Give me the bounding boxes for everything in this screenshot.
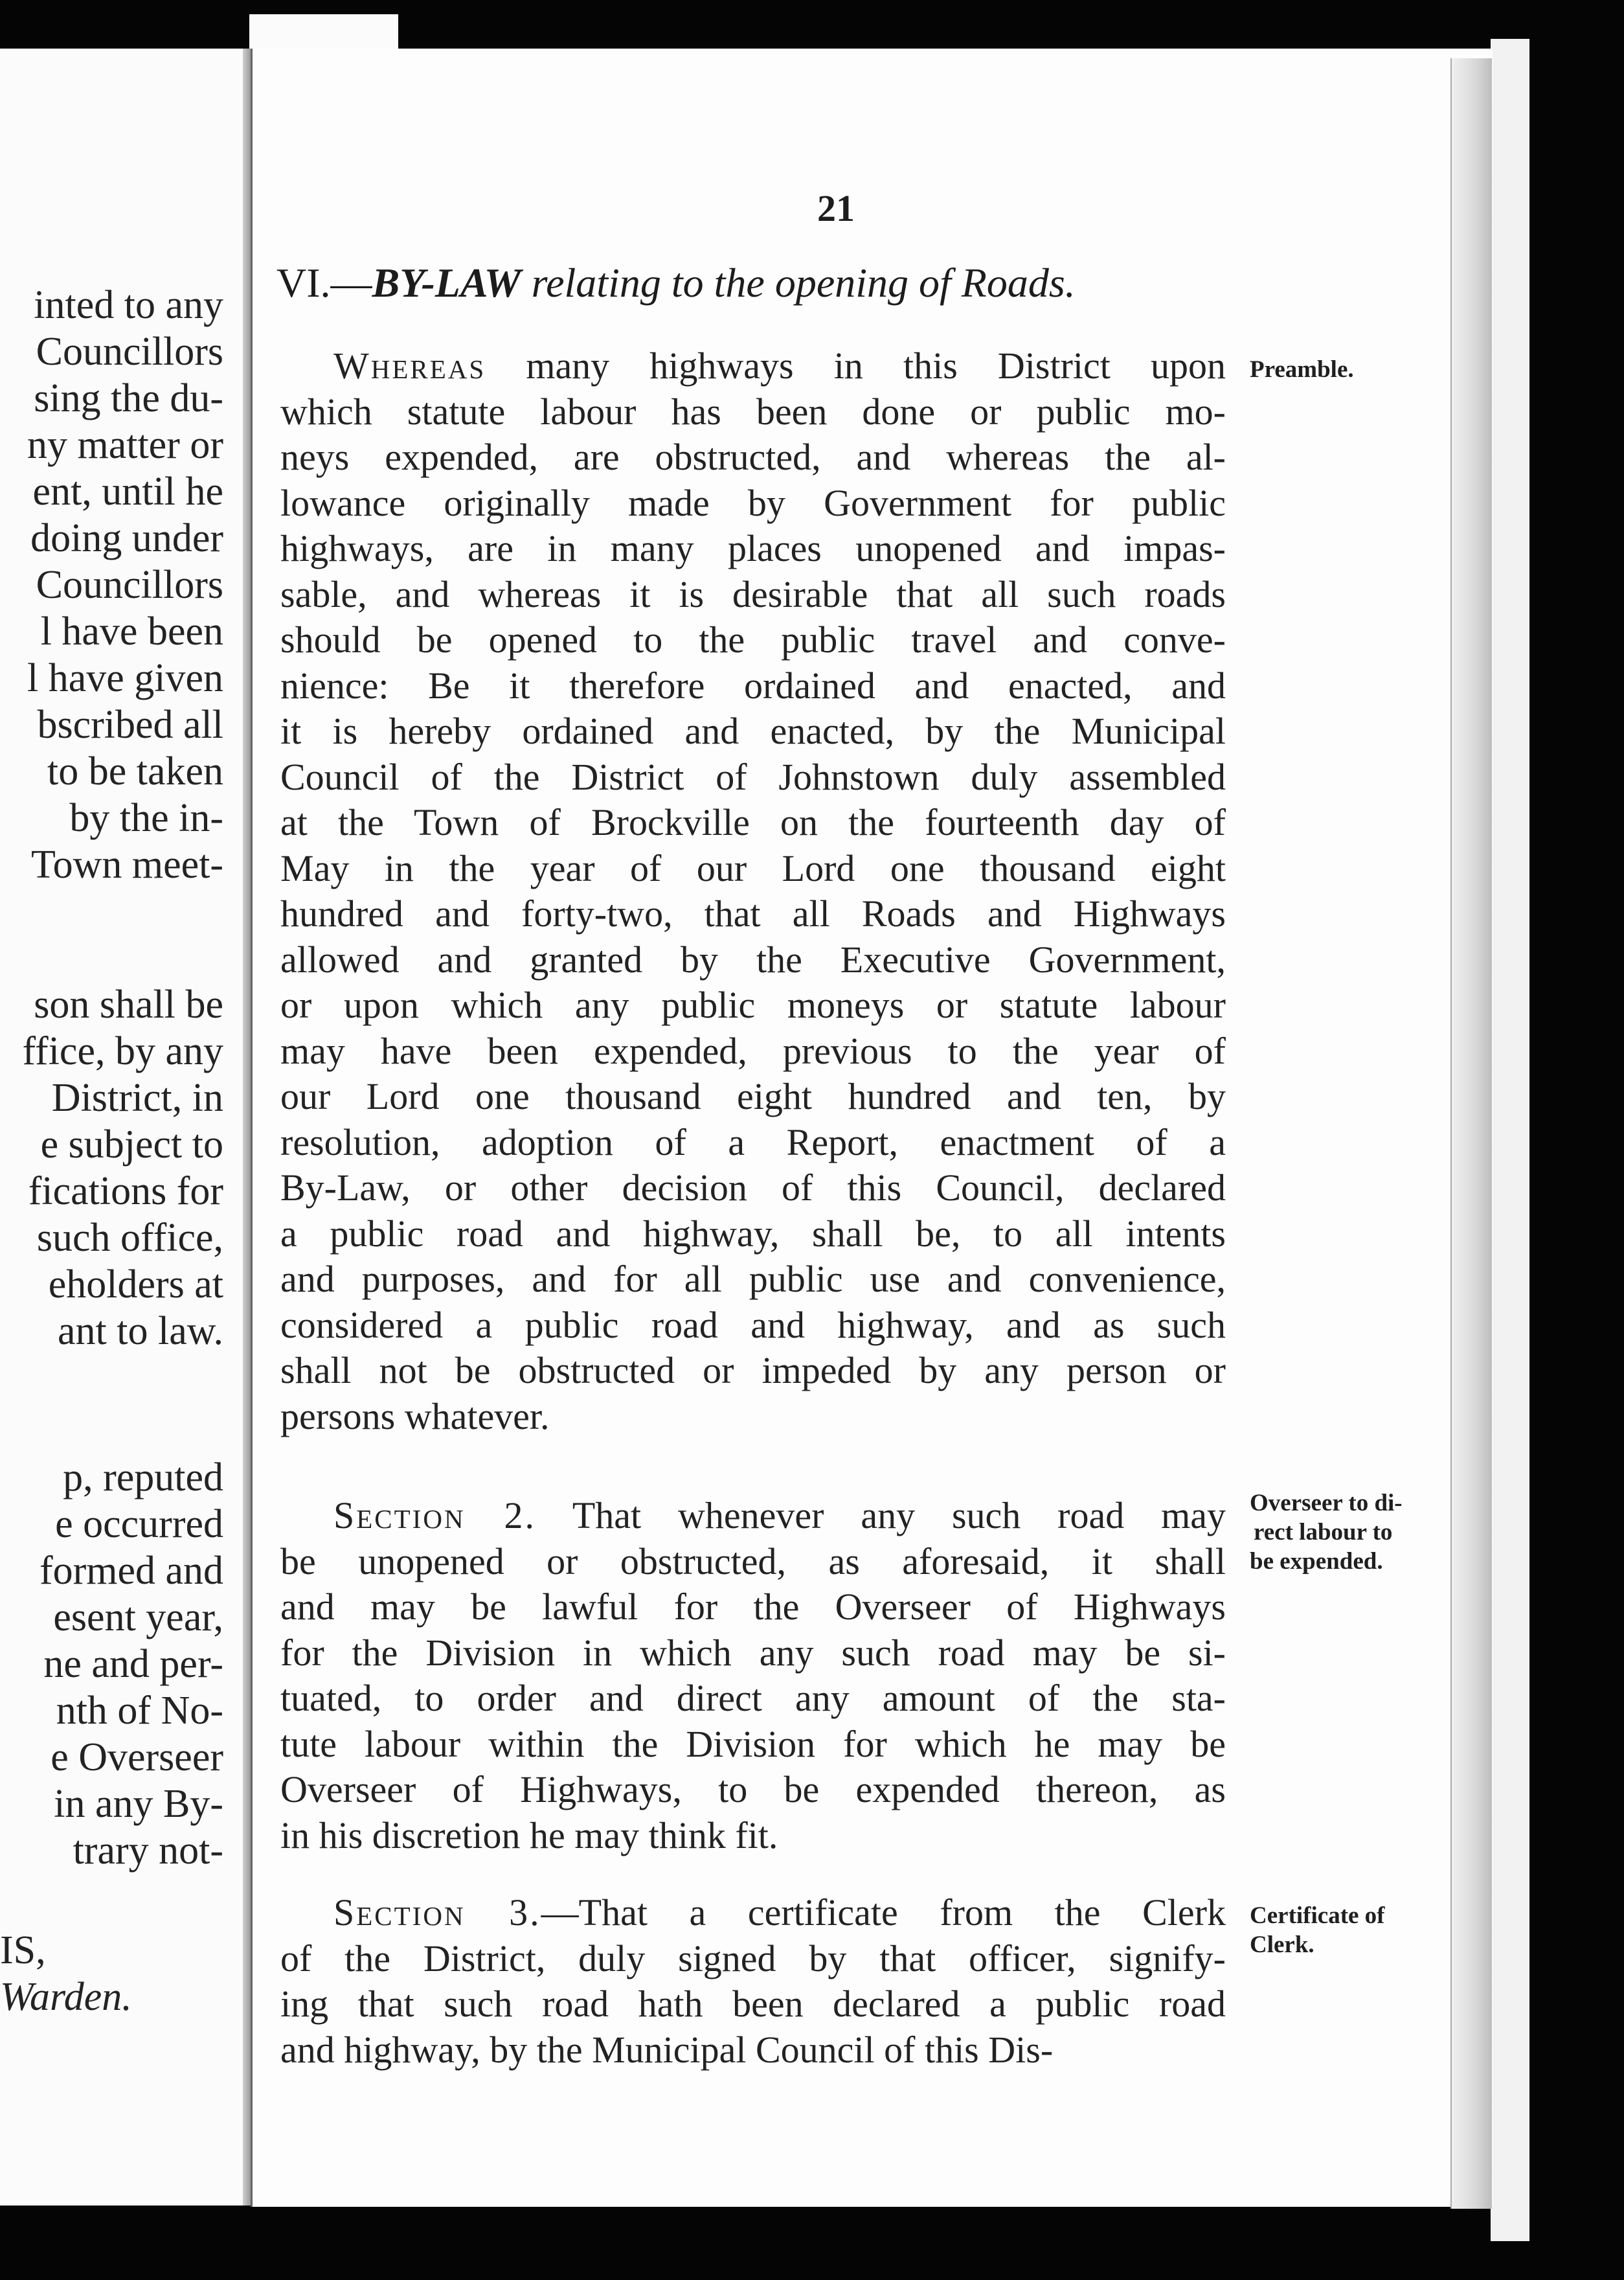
bylaw-title (276, 259, 1076, 307)
text-line: for the Division in which any such road may be si- (280, 1631, 1226, 1674)
left-page-line: such office, (36, 1216, 223, 1260)
left-page-line: District, in (51, 1076, 223, 1120)
left-page-line: inted to any (34, 283, 223, 327)
text-line: in his discretion he may think fit. (280, 1814, 778, 1856)
left-page-signature-line-2: Warden. (0, 1975, 132, 2019)
left-page-line: e Overseer (51, 1735, 223, 1779)
section-2-paragraph (280, 1493, 1226, 1858)
margin-note-line: Preamble. (1250, 356, 1354, 383)
text-line: hundred and forty-two, that all Roads and Highways (280, 893, 1226, 935)
text-line: tute labour within the Division for which he may be (280, 1722, 1226, 1765)
left-page-line: Town meet- (31, 843, 223, 887)
back-page-strip (1491, 39, 1529, 2241)
text-line: of the District, duly signed by that officer, signify- (280, 1937, 1226, 1979)
text-line: be unopened or obstructed, as aforesaid, it shall (280, 1540, 1226, 1582)
left-page-line: in any By- (54, 1782, 223, 1826)
margin-note-line: Clerk. (1250, 1932, 1314, 1958)
text-line: Overseer of Highways, to be expended thereon, as (280, 1768, 1226, 1810)
left-page-line: ne and per- (43, 1642, 223, 1686)
text-line: our Lord one thousand eight hundred and ten, by (280, 1075, 1226, 1117)
text-line: shall not be obstructed or impeded by any person or (280, 1349, 1226, 1391)
left-page-line: sing the du- (34, 376, 223, 420)
left-page-line: eholders at (48, 1262, 223, 1306)
left-page-line: p, reputed (63, 1455, 223, 1499)
left-page-line: nth of No- (56, 1689, 223, 1733)
left-page-line: doing under (30, 516, 223, 560)
left-page-line: e subject to (40, 1123, 223, 1167)
paragraph-text: many highways in this District upon (486, 345, 1226, 387)
margin-note-overseer (1250, 1488, 1403, 1576)
page-number: 21 (817, 187, 855, 229)
left-page-line: e occurred (55, 1502, 223, 1546)
paragraph-text: That whenever any such road may (536, 1494, 1226, 1536)
margin-note-line: Certificate of (1250, 1902, 1385, 1929)
left-page-line: Councillors (36, 563, 223, 607)
left-page-line: son shall be (34, 983, 223, 1027)
left-page-line: ffice, by any (22, 1029, 223, 1073)
paragraph-text: —That a certificate from the Clerk (541, 1891, 1226, 1933)
text-line: it is hereby ordained and enacted, by the Municipal (280, 710, 1226, 752)
bylaw-label: BY-LAW (372, 260, 521, 306)
left-page-line: esent year, (53, 1595, 223, 1639)
text-line (280, 1890, 1226, 1936)
text-line: or upon which any public moneys or statute labour (280, 984, 1226, 1026)
text-line: should be opened to the public travel and conve- (280, 619, 1226, 661)
text-line: May in the year of our Lord one thousand eight (280, 847, 1226, 889)
text-line: and highway, by the Municipal Council of this Dis- (280, 2028, 1054, 2071)
left-page-line: l have been (40, 610, 223, 654)
margin-note-preamble (1250, 355, 1354, 384)
margin-note-line: be expended. (1250, 1548, 1383, 1575)
bylaw-number: VI.— (276, 260, 372, 306)
paragraph-lead: Section 3. (333, 1891, 541, 1933)
text-line: sable, and whereas it is desirable that all such roads (280, 573, 1226, 615)
text-line: ing that such road hath been declared a public road (280, 1983, 1226, 2025)
left-page-line: trary not- (73, 1829, 223, 1873)
left-page-line: ny matter or (27, 423, 223, 467)
text-line (280, 1493, 1226, 1539)
text-line: persons whatever. (280, 1395, 550, 1437)
text-line: may have been expended, previous to the year of (280, 1029, 1226, 1072)
paragraph-lead: Whereas (333, 345, 486, 387)
text-line: and purposes, and for all public use and convenience, (280, 1258, 1226, 1300)
text-line: resolution, adoption of a Report, enactment of a (280, 1121, 1226, 1163)
text-line: neys expended, are obstructed, and whereas the al- (280, 436, 1226, 478)
left-page-line: Councillors (36, 330, 223, 374)
left-page-line: by the in- (69, 796, 223, 840)
text-line: a public road and highway, shall be, to all intents (280, 1212, 1226, 1255)
left-page (0, 49, 243, 2206)
margin-note-certificate (1250, 1901, 1385, 1959)
text-line: lowance originally made by Government for public (280, 481, 1226, 524)
left-page-line: to be taken (47, 749, 223, 793)
margin-note-line: rect labour to (1254, 1519, 1393, 1545)
text-line: allowed and granted by the Executive Government, (280, 938, 1226, 981)
page-edge (1450, 58, 1492, 2209)
text-line: which statute labour has been done or public mo- (280, 390, 1226, 433)
bylaw-subject: relating to the opening of Roads. (521, 260, 1076, 306)
left-page-line: ant to law. (58, 1309, 223, 1353)
preamble-paragraph (280, 343, 1226, 1439)
text-line: By-Law, or other decision of this Council, declared (280, 1167, 1226, 1209)
left-page-line: ent, until he (32, 470, 223, 514)
section-3-paragraph (280, 1890, 1226, 2073)
text-line: and may be lawful for the Overseer of Highways (280, 1586, 1226, 1628)
text-line: tuated, to order and direct any amount of the sta- (280, 1677, 1226, 1719)
left-page-line: fications for (28, 1169, 223, 1213)
text-line: at the Town of Brockville on the fourteenth day of (280, 801, 1226, 843)
text-line: highways, are in many places unopened and impas- (280, 527, 1226, 569)
text-line (280, 343, 1226, 389)
text-line: nience: Be it therefore ordained and enacted, and (280, 664, 1226, 707)
left-page-line: bscribed all (37, 703, 223, 747)
left-page-line: formed and (39, 1549, 223, 1593)
left-page-signature-line-1: IS, (0, 1928, 46, 1972)
margin-note-line: Overseer to di- (1250, 1490, 1403, 1516)
book-gutter (243, 49, 251, 2206)
paragraph-lead: Section 2. (333, 1494, 536, 1536)
text-line: considered a public road and highway, and as such (280, 1303, 1226, 1346)
text-line: Council of the District of Johnstown duly assembled (280, 755, 1226, 798)
left-page-line: l have given (27, 656, 223, 700)
